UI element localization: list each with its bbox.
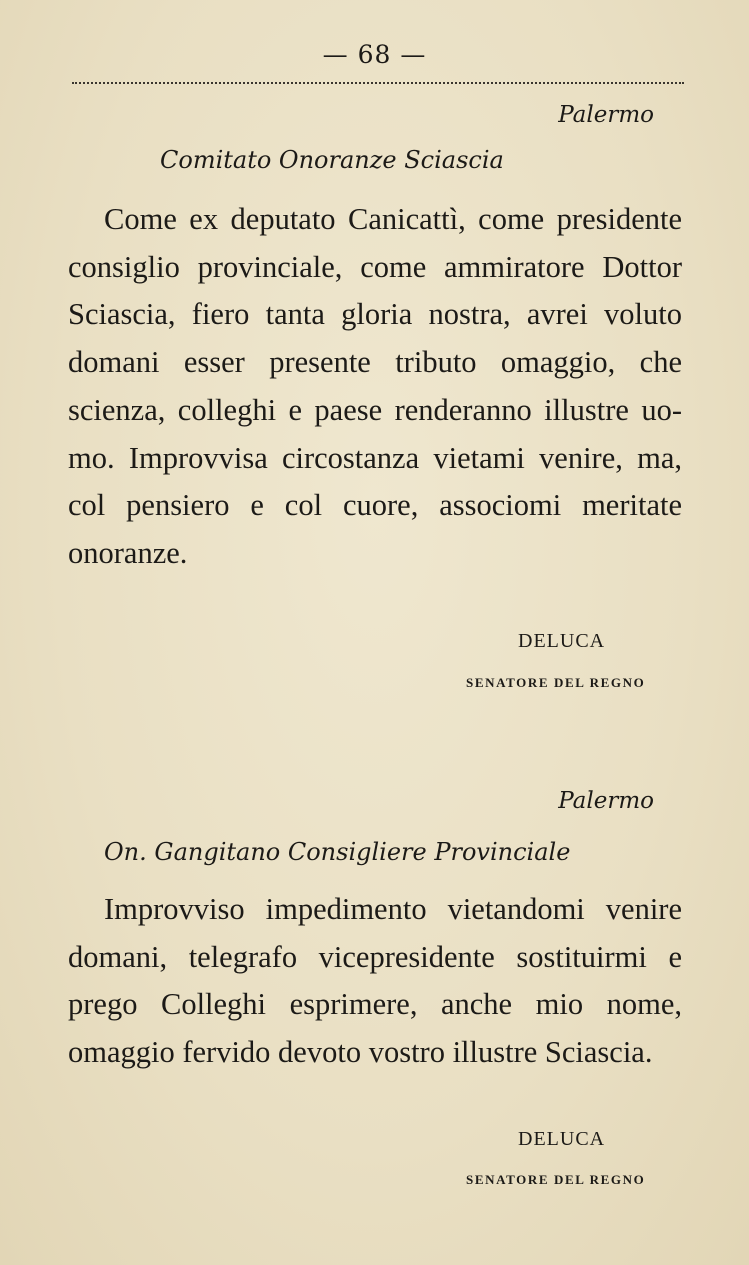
telegram-1-signature: DELUCA <box>518 630 606 652</box>
telegram-2-text: Improvviso impedimento vietandomi venire domani, telegrafo vicepresidente sostituirmi e prego Colleghi esprimere, anche mio nome, omaggio fervido devoto vostro illustre Sciascia. <box>68 892 682 1070</box>
telegram-2-signature: DELUCA <box>518 1128 606 1150</box>
telegram-2-place: Palermo <box>558 788 654 814</box>
telegram-1-addressee: Comitato Onoranze Sciascia <box>160 146 504 174</box>
telegram-2-addressee: On. Gangitano Consigliere Provinciale <box>104 838 571 866</box>
telegram-1-place: Palermo <box>558 102 654 128</box>
telegram-1-signature-title: SENATORE DEL REGNO <box>466 675 646 690</box>
page-number: — 68 — <box>322 40 427 69</box>
telegram-2-signature-title: SENATORE DEL REGNO <box>466 1172 646 1187</box>
telegram-1-text: Come ex deputato Canicattì, come presidente consiglio provinciale, come ammiratore Dottor Sciascia, fiero tanta gloria nostra, avrei voluto domani esser presente tributo omaggio, che scienza, colleghi e paese renderanno illustre uomo. Improvvisa circostanza vietami venire, ma, col pensiero e col cuore, associomi meritate onoranze. <box>68 202 682 570</box>
header-rule <box>72 82 684 84</box>
